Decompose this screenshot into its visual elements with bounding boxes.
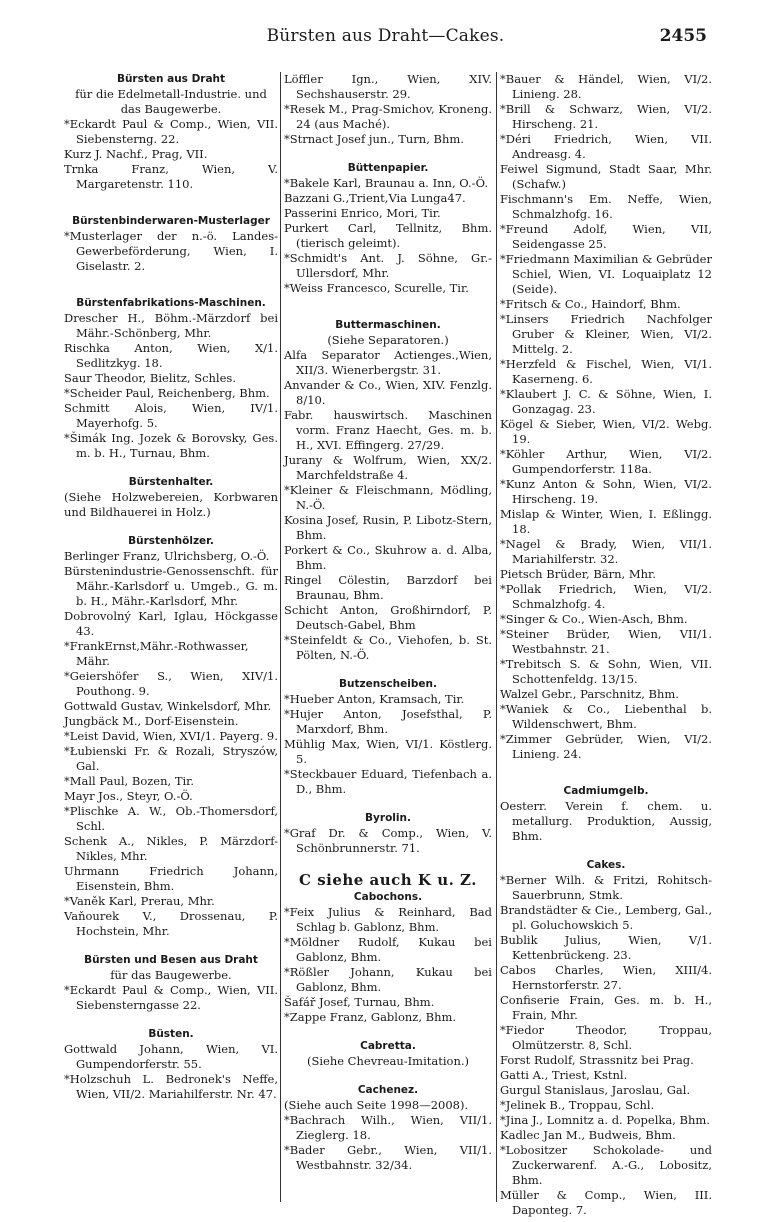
category-title: Byrolin.: [365, 812, 411, 824]
category-title: Bürstenfabrikations-Maschinen.: [76, 297, 266, 309]
directory-entry: Fabr. hauswirtsch. Maschinen vorm. Franz Haecht, Ges. m. b. H., XVI. Effingerg. 27/29.: [284, 408, 492, 452]
directory-entry: Ringel Cölestin, Barzdorf bei Braunau, Bhm.: [284, 573, 492, 602]
directory-entry: Mislap & Winter, Wien, I. Eßlingg. 18.: [500, 507, 712, 536]
directory-entry: *Eckardt Paul & Comp., Wien, VII. Siebensterngasse 22.: [64, 983, 278, 1012]
directory-entry: Anvander & Co., Wien, XIV. Fenzlg. 8/10.: [284, 378, 492, 407]
spacer: [284, 663, 492, 677]
directory-entry: *Graf Dr. & Comp., Wien, V. Schönbrunnerstr. 71.: [284, 826, 492, 855]
directory-entry: *Steiner Brüder, Wien, VII/1. Westbahnstr. 21.: [500, 627, 712, 656]
category-subtitle: für das Baugewerbe.: [110, 968, 232, 982]
directory-entry: *Linsers Friedrich Nachfolger Gruber & Kleiner, Wien, VI/2. Mittelg. 2.: [500, 312, 712, 356]
directory-entry: *Jina J., Lomnitz a. d. Popelka, Bhm.: [500, 1113, 710, 1127]
directory-entry: *Steckbauer Eduard, Tiefenbach a. D., Bhm.: [284, 767, 492, 796]
column-rule: [496, 72, 497, 1202]
directory-entry: Kosina Josef, Rusin, P. Libotz-Stern, Bhm.: [284, 513, 492, 542]
directory-entry: Mayr Jos., Steyr, O.-Ö.: [64, 789, 193, 803]
page-number: 2455: [659, 26, 707, 46]
category-title: Büttenpapier.: [347, 162, 429, 174]
directory-entry: Gurgul Stanislaus, Jaroslau, Gal.: [500, 1083, 691, 1097]
directory-entry: *Zappe Franz, Gablonz, Bhm.: [284, 1010, 457, 1024]
category-title: Butzenscheiben.: [339, 678, 437, 690]
directory-entry: *Musterlager der n.-ö. Landes-Gewerbeförderung, Wien, I. Giselastr. 2.: [64, 229, 278, 273]
spacer: [64, 274, 278, 296]
directory-entry: Cabos Charles, Wien, XIII/4. Hernstorferstr. 27.: [500, 963, 712, 992]
category-note: (Siehe auch Seite 1998—2008).: [284, 1098, 469, 1112]
directory-entry: Schmitt Alois, Wien, IV/1. Mayerhofg. 5.: [64, 401, 278, 430]
see-also-reference: C siehe auch K u. Z.: [299, 871, 477, 889]
page-title: Bürsten aus Draht—Cakes.: [266, 26, 505, 46]
directory-entry: *Feix Julius & Reinhard, Bad Schlag b. Gablonz, Bhm.: [284, 905, 492, 934]
directory-entry: Gottwald Johann, Wien, VI. Gumpendorferstr. 55.: [64, 1042, 278, 1071]
category-title: Cabretta.: [360, 1040, 416, 1052]
directory-entry: *Déri Friedrich, Wien, VII. Andreasg. 4.: [500, 132, 712, 161]
category-title: Cadmiumgelb.: [563, 785, 649, 797]
directory-entry: *Resek M., Prag-Smichov, Kroneng. 24 (aus Maché).: [284, 102, 492, 131]
directory-entry: Pietsch Brüder, Bärn, Mhr.: [500, 567, 656, 581]
directory-entry: *Herzfeld & Fischel, Wien, VI/1. Kaserneng. 6.: [500, 357, 712, 386]
directory-entry: *Hueber Anton, Kramsach, Tir.: [284, 692, 465, 706]
category-title: Bürstenhölzer.: [128, 535, 214, 547]
spacer: [284, 296, 492, 318]
category-title: Buttermaschinen.: [335, 319, 441, 331]
spacer: [64, 461, 278, 475]
category-title: Cachenez.: [357, 1084, 419, 1096]
directory-entry: Gatti A., Triest, Kstnl.: [500, 1068, 628, 1082]
directory-entry: *Bader Gebr., Wien, VII/1. Westbahnstr. 32/34.: [284, 1143, 492, 1172]
category-title: Cakes.: [586, 859, 626, 871]
directory-entry: *Bachrach Wilh., Wien, VII/1. Zieglerg. 18.: [284, 1113, 492, 1142]
directory-entry: Oesterr. Verein f. chem. u. metallurg. Produktion, Aussig, Bhm.: [500, 799, 712, 843]
directory-entry: Bürstenindustrie-Genossenschft. für Mähr.-Karlsdorf u. Umgeb., G. m. b. H., Mähr.-Karlsdorf, Mhr.: [64, 564, 278, 608]
directory-entry: Drescher H., Böhm.-Märzdorf bei Mähr.-Schönberg, Mhr.: [64, 311, 278, 340]
column-rule: [280, 72, 281, 1202]
spacer: [284, 147, 492, 161]
directory-entry: Confiserie Frain, Ges. m. b. H., Frain, Mhr.: [500, 993, 712, 1022]
directory-entry: *Fritsch & Co., Haindorf, Bhm.: [500, 297, 681, 311]
category-subtitle: (Siehe Separatoren.): [327, 333, 449, 347]
spacer: [284, 797, 492, 811]
category-subtitle: (Siehe Chevreau-Imitation.): [306, 1054, 470, 1068]
directory-entry: Feiwel Sigmund, Stadt Saar, Mhr. (Schafw.): [500, 162, 712, 191]
directory-entry: *Strnact Josef jun., Turn, Bhm.: [284, 132, 464, 146]
directory-entry: *Singer & Co., Wien-Asch, Bhm.: [500, 612, 688, 626]
category-title: Bürsten aus Draht: [116, 73, 226, 85]
directory-entry: *Jelinek B., Troppau, Schl.: [500, 1098, 655, 1112]
directory-entry: Kögel & Sieber, Wien, VI/2. Webg. 19.: [500, 417, 712, 446]
directory-entry: *Nagel & Brady, Wien, VII/1. Mariahilferstr. 32.: [500, 537, 712, 566]
spacer: [284, 1069, 492, 1083]
directory-entry: Passerini Enrico, Mori, Tir.: [284, 206, 441, 220]
directory-entry: *Bakele Karl, Braunau a. Inn, O.-Ö.: [284, 176, 488, 190]
directory-entry: *Steinfeldt & Co., Viehofen, b. St. Pölten, N.-Ö.: [284, 633, 492, 662]
directory-entry: Purkert Carl, Tellnitz, Bhm. (tierisch geleimt).: [284, 221, 492, 250]
directory-entry: Šafář Josef, Turnau, Bhm.: [284, 995, 435, 1009]
directory-entry: Mühlig Max, Wien, VI/1. Köstlerg. 5.: [284, 737, 492, 766]
directory-entry: Jurany & Wolfrum, Wien, XX/2. Marchfeldstraße 4.: [284, 453, 492, 482]
directory-entry: Dobrovolný Karl, Iglau, Höckgasse 43.: [64, 609, 278, 638]
directory-entry: *Lobositzer Schokolade- und Zuckerwarenf. A.-G., Lobositz, Bhm.: [500, 1143, 712, 1187]
directory-entry: *Leist David, Wien, XVI/1. Payerg. 9.: [64, 729, 278, 743]
directory-entry: *Rößler Johann, Kukau bei Gablonz, Bhm.: [284, 965, 492, 994]
directory-entry: *Kunz Anton & Sohn, Wien, VI/2. Hirscheng. 19.: [500, 477, 712, 506]
directory-entry: Bazzani G.,Trient,Via Lunga47.: [284, 191, 466, 205]
directory-entry: *Łubienski Fr. & Rozali, Stryszów, Gal.: [64, 744, 278, 773]
directory-entry: *Geiershöfer S., Wien, XIV/1. Pouthong. 9.: [64, 669, 278, 698]
directory-entry: *Scheider Paul, Reichenberg, Bhm.: [64, 386, 270, 400]
spacer: [284, 856, 492, 870]
directory-entry: Kurz J. Nachf., Prag, VII.: [64, 147, 208, 161]
directory-entry: Löffler Ign., Wien, XIV. Sechshauserstr. 29.: [284, 72, 492, 101]
directory-entry: Kadlec Jan M., Budweis, Bhm.: [500, 1128, 676, 1142]
directory-entry: Brandstädter & Cie., Lemberg, Gal., pl. Goluchowskich 5.: [500, 903, 712, 932]
category-title: Bürsten und Besen aus Draht: [84, 954, 258, 966]
directory-entry: *Pollak Friedrich, Wien, VI/2. Schmalzhofg. 4.: [500, 582, 712, 611]
directory-entry: Walzel Gebr., Parschnitz, Bhm.: [500, 687, 679, 701]
directory-entry: Alfa Separator Actienges.,Wien, XII/3. Wienerbergstr. 31.: [284, 348, 492, 377]
directory-entry: *Berner Wilh. & Fritzi, Rohitsch-Sauerbrunn, Stmk.: [500, 873, 712, 902]
directory-entry: *Möldner Rudolf, Kukau bei Gablonz, Bhm.: [284, 935, 492, 964]
directory-entry: Porkert & Co., Skuhrow a. d. Alba, Bhm.: [284, 543, 492, 572]
directory-entry: *Schmidt's Ant. J. Söhne, Gr.-Ullersdorf, Mhr.: [284, 251, 492, 280]
directory-entry: *Weiss Francesco, Scurelle, Tir.: [284, 281, 469, 295]
directory-entry: *Holzschuh L. Bedronek's Neffe, Wien, VII/2. Mariahilferstr. Nr. 47.: [64, 1072, 278, 1101]
directory-entry: Vaňourek V., Drossenau, P. Hochstein, Mhr.: [64, 909, 278, 938]
directory-entry: *Brill & Schwarz, Wien, VI/2. Hirscheng. 21.: [500, 102, 712, 131]
directory-entry: Gottwald Gustav, Winkelsdorf, Mhr.: [64, 699, 272, 713]
spacer: [284, 1025, 492, 1039]
spacer: [500, 762, 712, 784]
category-title: Bürstenhalter.: [128, 476, 214, 488]
category-title: Cabochons.: [353, 891, 423, 903]
directory-entry: *Klaubert J. C. & Söhne, Wien, I. Gonzagag. 23.: [500, 387, 712, 416]
directory-entry: *Freund Adolf, Wien, VII, Seidengasse 25.: [500, 222, 712, 251]
directory-entry: *Friedmann Maximilian & Gebrüder Schiel, Wien, VI. Loquaiplatz 12 (Seide).: [500, 252, 712, 296]
directory-entry: Berlinger Franz, Ulrichsberg, O.-Ö.: [64, 549, 270, 563]
directory-entry: Uhrmann Friedrich Johann, Eisenstein, Bhm.: [64, 864, 278, 893]
column-2: [284, 72, 492, 1202]
directory-entry: Saur Theodor, Bielitz, Schles.: [64, 371, 236, 385]
column-3: [500, 72, 712, 1217]
directory-entry: *Mall Paul, Bozen, Tir.: [64, 774, 195, 788]
directory-entry: Schicht Anton, Großhirndorf, P. Deutsch-Gabel, Bhm: [284, 603, 492, 632]
directory-entry: Rischka Anton, Wien, X/1. Sedlitzkyg. 18.: [64, 341, 278, 370]
directory-entry: Müller & Comp., Wien, III. Daponteg. 7.: [500, 1188, 712, 1217]
directory-entry: *Waniek & Co., Liebenthal b. Wildenschwert, Bhm.: [500, 702, 712, 731]
directory-entry: Bublik Julius, Wien, V/1. Kettenbrückeng. 23.: [500, 933, 712, 962]
category-subtitle: für die Edelmetall-Industrie. und das Baugewerbe.: [75, 87, 267, 116]
spacer: [64, 1013, 278, 1027]
directory-entry: Forst Rudolf, Strassnitz bei Prag.: [500, 1053, 694, 1067]
directory-entry: *Kleiner & Fleischmann, Mödling, N.-Ö.: [284, 483, 492, 512]
directory-entry: *Eckardt Paul & Comp., Wien, VII. Siebensterng. 22.: [64, 117, 278, 146]
spacer: [500, 844, 712, 858]
category-title: Bürstenbinderwaren-Musterlager: [72, 215, 270, 227]
directory-entry: *Vaněk Karl, Prerau, Mhr.: [64, 894, 215, 908]
directory-entry: Schenk A., Nikles, P. Märzdorf-Nikles, Mhr.: [64, 834, 278, 863]
directory-entry: *Köhler Arthur, Wien, VI/2. Gumpendorferstr. 118a.: [500, 447, 712, 476]
directory-entry: *Zimmer Gebrüder, Wien, VI/2. Linieng. 24.: [500, 732, 712, 761]
directory-entry: *Trebitsch S. & Sohn, Wien, VII. Schottenfeldg. 13/15.: [500, 657, 712, 686]
directory-entry: Trnka Franz, Wien, V. Margaretenstr. 110.: [64, 162, 278, 191]
spacer: [64, 520, 278, 534]
category-note: (Siehe Holzwebereien, Korbwaren und Bildhauerei in Holz.): [64, 490, 278, 519]
directory-entry: *Fiedor Theodor, Troppau, Olmützerstr. 8, Schl.: [500, 1023, 712, 1052]
directory-entry: Jungbäck M., Dorf-Eisenstein.: [64, 714, 239, 728]
directory-entry: *Šimák Ing. Jozek & Borovsky, Ges. m. b. H., Turnau, Bhm.: [64, 431, 278, 460]
directory-entry: Fischmann's Em. Neffe, Wien, Schmalzhofg. 16.: [500, 192, 712, 221]
directory-entry: *FrankErnst,Mähr.-Rothwasser, Mähr.: [64, 639, 249, 668]
column-1: [64, 72, 278, 1202]
page-header: [64, 26, 707, 52]
category-title: Büsten.: [148, 1028, 194, 1040]
directory-entry: *Plischke A. W., Ob.-Thomersdorf, Schl.: [64, 804, 278, 833]
directory-entry: *Hujer Anton, Josefsthal, P. Marxdorf, Bhm.: [284, 707, 492, 736]
spacer: [64, 939, 278, 953]
spacer: [64, 192, 278, 214]
directory-entry: *Bauer & Händel, Wien, VI/2. Linieng. 28.: [500, 72, 712, 101]
